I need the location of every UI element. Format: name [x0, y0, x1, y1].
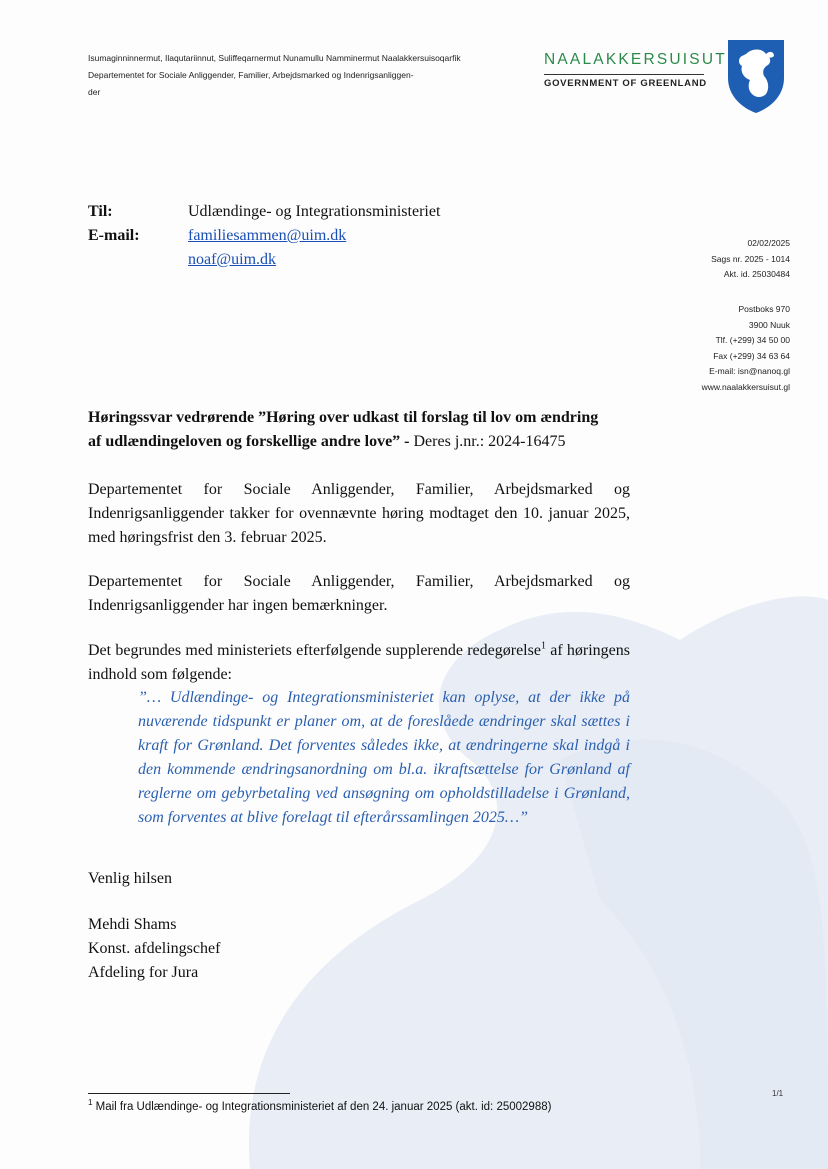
subject-bold-1: Høringssvar vedrørende ”Høring over udkast til forslag til lov om ændring — [88, 409, 599, 426]
header-line-greenlandic: Isumaginninnermut, Ilaqutariinnut, Suliffeqarnermut Nunamullu Namminermut Naalakkersuisoqarfik — [88, 53, 461, 63]
footnote-number: 1 — [88, 1098, 93, 1108]
subject-reference: Deres j.nr.: 2024-16475 — [413, 433, 566, 450]
department-header — [88, 50, 528, 101]
signatory-department: Afdeling for Jura — [88, 964, 199, 981]
paragraph-1: Departementet for Sociale Anliggender, Familier, Arbejdsmarked og Indenrigsanliggender takker for ovennævnte høring modtaget den 10. januar 2025, med høringsfrist den 3. februar 2025. — [88, 481, 630, 546]
brand-divider — [544, 74, 704, 75]
paragraph-3-end: af høringens indhold som følgende: — [88, 642, 631, 683]
act-id: Akt. id. 25030484 — [723, 269, 790, 279]
email-link-familiesammen[interactable]: familiesammen@uim.dk — [188, 227, 347, 244]
phone: Tlf. (+299) 34 50 00 — [715, 335, 790, 345]
po-box: Postboks 970 — [738, 304, 790, 314]
subject-line — [88, 406, 630, 454]
ministry-quote: ”… Udlændinge- og Integrationsministeriet kan oplyse, at der ikke på nuværende tidspunkt er planer om, at de foreslåede ændringer skal sættes i kraft for Grønland. Det forventes således ikke, at ændringerne skal indgå i den kommende ændringsanordning om bl.a. ikraftsættelse for Grønland af reglerne om gebyrbetaling ved ansøgning om opholdstilladelse i Grønland, som forventes at blive forelagt til efterårssamlingen 2025…” — [138, 689, 630, 826]
subject-bold-2: af udlændingeloven og forskellige andre love” - — [88, 433, 414, 450]
contact-meta — [702, 302, 790, 395]
fax: Fax (+299) 34 63 64 — [713, 350, 790, 361]
header-line-danish-cont: der — [88, 87, 101, 97]
footnote — [88, 1098, 552, 1113]
contact-email: E-mail: isn@nanoq.gl — [709, 366, 790, 376]
paragraph-3 — [88, 639, 630, 687]
government-brand — [544, 51, 727, 89]
brand-subtitle: GOVERNMENT OF GREENLAND — [544, 78, 707, 89]
website: www.naalakkersuisut.gl — [701, 381, 790, 392]
email-link-noaf[interactable]: noaf@uim.dk — [188, 251, 277, 268]
case-number: Sags nr. 2025 - 1014 — [711, 253, 790, 264]
closing-greeting: Venlig hilsen — [88, 870, 172, 887]
footnote-divider — [88, 1093, 290, 1094]
header-line-danish: Departementet for Sociale Anliggender, Familier, Arbejdsmarked og Indenrigsanliggen- — [88, 70, 414, 80]
footnote-ref[interactable]: 1 — [540, 640, 546, 652]
city: 3900 Nuuk — [748, 319, 790, 330]
letter-date: 02/02/2025 — [747, 238, 790, 248]
greenland-coat-of-arms-icon — [726, 38, 786, 114]
signatory-name: Mehdi Shams — [88, 916, 177, 933]
paragraph-3-start: Det begrundes med ministeriets efterfølgende supplerende redegørelse — [88, 642, 541, 659]
recipient-name: Udlændinge- og Integrationsministeriet — [188, 203, 441, 220]
signatory-title: Konst. afdelingschef — [88, 940, 221, 957]
paragraph-2: Departementet for Sociale Anliggender, Familier, Arbejdsmarked og Indenrigsanliggender har ingen bemærkninger. — [88, 573, 630, 614]
page-number: 1/1 — [772, 1089, 784, 1098]
footnote-text: Mail fra Udlændinge- og Integrationsministeriet af den 24. januar 2025 (akt. id: 25002988) — [92, 1101, 552, 1113]
email-label: E-mail: — [88, 227, 140, 244]
case-meta — [711, 236, 790, 283]
to-label: Til: — [88, 203, 113, 220]
brand-name: NAALAKKERSUISUT — [544, 51, 727, 68]
